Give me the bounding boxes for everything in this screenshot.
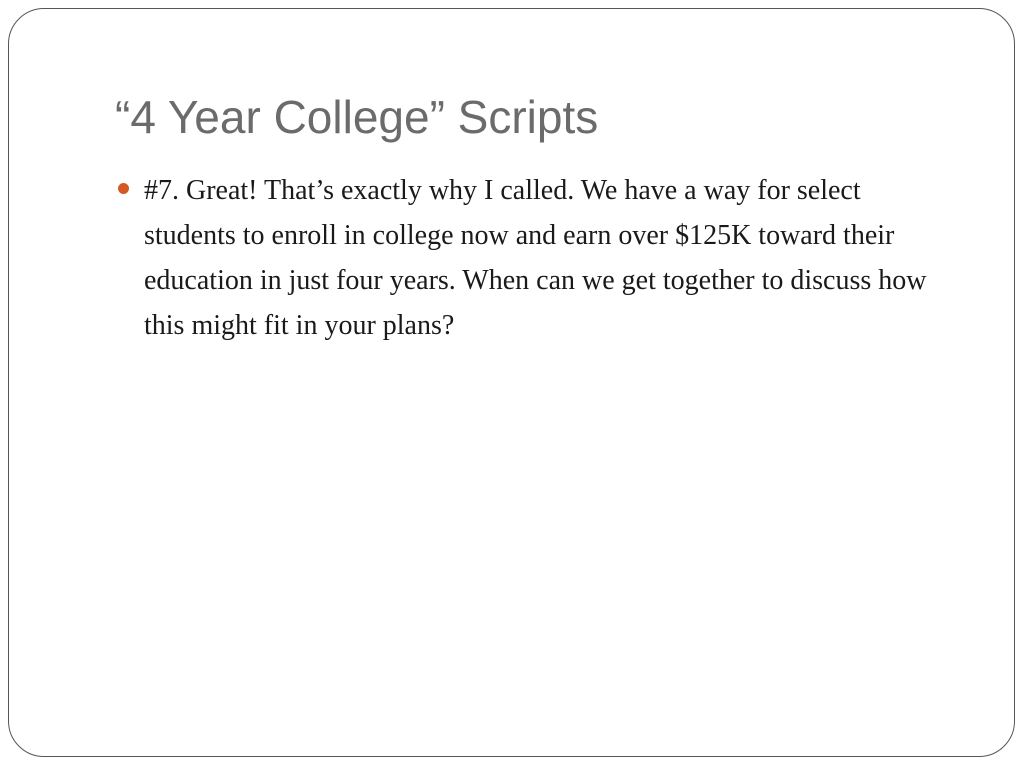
bullet-text: #7. Great! That’s exactly why I called. We have a way for select students to enroll in college now and earn over $125K toward their education in just four years. When can we get together to discuss how this might fit in your plans? — [144, 175, 927, 341]
bullet-list — [118, 168, 948, 348]
bullet-item — [118, 168, 948, 348]
bullet-dot-icon — [118, 183, 129, 194]
slide-title: “4 Year College” Scripts — [115, 91, 599, 143]
